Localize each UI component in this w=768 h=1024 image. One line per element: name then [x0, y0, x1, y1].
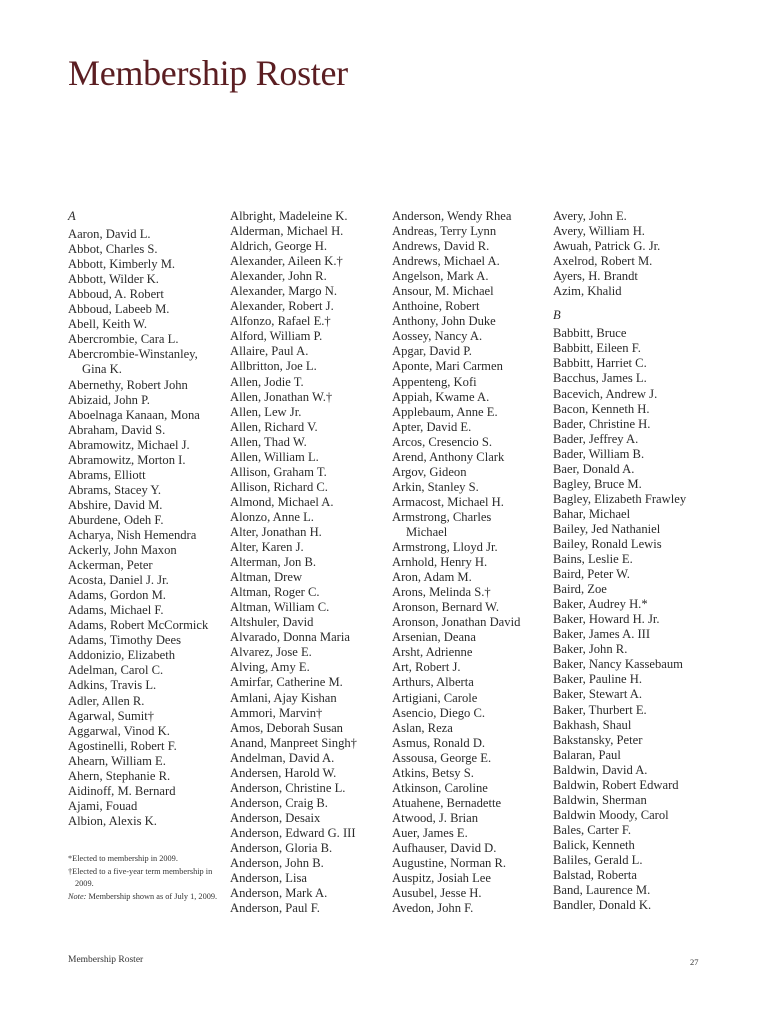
roster-entry: Anderson, Christine L. — [230, 780, 346, 795]
roster-entry: Asmus, Ronald D. — [392, 735, 486, 750]
roster-entry: Bains, Leslie E. — [553, 552, 633, 567]
roster-entry: Abshire, David M. — [68, 497, 163, 512]
roster-entry: Adkins, Travis L. — [68, 678, 157, 693]
roster-entry: Altman, Roger C. — [230, 585, 320, 600]
roster-entry: Adams, Robert McCormick — [68, 618, 209, 633]
page-title: Membership Roster — [68, 53, 348, 93]
roster-entry: Abramowitz, Morton I. — [68, 452, 186, 467]
roster-entry: Axelrod, Robert M. — [553, 254, 653, 269]
roster-entry: Ansour, M. Michael — [392, 284, 494, 299]
roster-entry: Angelson, Mark A. — [392, 269, 489, 284]
roster-entry: Aronson, Jonathan David — [392, 615, 521, 630]
roster-entry: Abercrombie, Cara L. — [68, 332, 179, 347]
roster-entry: Bakstansky, Peter — [553, 732, 643, 747]
roster-entry: Ausubel, Jesse H. — [392, 886, 482, 901]
roster-entry: Band, Laurence M. — [553, 883, 651, 898]
roster-entry: Allen, Jodie T. — [230, 374, 304, 389]
roster-entry: Altman, Drew — [230, 570, 303, 585]
roster-entry: Babbitt, Harriet C. — [553, 356, 647, 371]
roster-entry: Bagley, Bruce M. — [553, 476, 642, 491]
roster-entry: Anderson, Gloria B. — [230, 840, 333, 855]
footnote-star: *Elected to membership in 2009. — [68, 854, 178, 863]
roster-entry: Aponte, Mari Carmen — [392, 359, 503, 374]
roster-entry: Acharya, Nish Hemendra — [68, 527, 197, 542]
roster-entry: Aufhauser, David D. — [392, 840, 497, 855]
roster-entry: Aronson, Bernard W. — [392, 600, 500, 615]
roster-entry: Abercrombie-Winstanley, — [68, 347, 198, 362]
roster-entry: Adams, Gordon M. — [68, 588, 166, 603]
roster-entry: Ammori, Marvin† — [230, 705, 323, 720]
roster-entry: Bader, William B. — [553, 446, 645, 461]
page-number: 27 — [690, 957, 699, 967]
roster-entry: Alter, Jonathan H. — [230, 524, 322, 539]
roster-entry: Acosta, Daniel J. Jr. — [68, 573, 169, 588]
roster-entry: Baker, John R. — [553, 642, 628, 657]
roster-entry: Baker, James A. III — [553, 627, 651, 642]
roster-entry: Bailey, Ronald Lewis — [553, 536, 662, 551]
roster-entry: Baldwin, David A. — [553, 762, 648, 777]
roster-entry: Balstad, Roberta — [553, 868, 637, 883]
roster-entry: Atkins, Betsy S. — [392, 765, 474, 780]
roster-entry: Anderson, Wendy Rhea — [392, 209, 512, 223]
roster-entry: Armstrong, Charles — [392, 509, 492, 524]
roster-entry: Apgar, David P. — [392, 344, 472, 359]
roster-entry: Bagley, Elizabeth Frawley — [553, 491, 687, 506]
roster-entry: Baker, Audrey H.* — [553, 597, 648, 612]
roster-entry: Alderman, Michael H. — [230, 224, 344, 239]
roster-entry: Aidinoff, M. Bernard — [68, 783, 176, 798]
roster-entry: Baird, Peter W. — [553, 567, 630, 582]
roster-entry: Baer, Donald A. — [553, 461, 635, 476]
roster-column-3 — [392, 209, 552, 916]
roster-entry: Adams, Michael F. — [68, 603, 164, 618]
roster-entry: Abernethy, Robert John — [68, 377, 188, 392]
roster-entry: Addonizio, Elizabeth — [68, 648, 176, 663]
roster-entry: Abizaid, John P. — [68, 392, 150, 407]
roster-entry: Baldwin Moody, Carol — [553, 807, 669, 822]
roster-entry: Allbritton, Joe L. — [230, 359, 317, 374]
roster-entry: Auspitz, Josiah Lee — [392, 871, 491, 886]
roster-entry: Bader, Christine H. — [553, 416, 651, 431]
section-letter: A — [68, 209, 76, 223]
roster-entry: Atwood, J. Brian — [392, 810, 479, 825]
roster-entry: Abbot, Charles S. — [68, 242, 158, 257]
roster-entry: Allison, Richard C. — [230, 479, 328, 494]
roster-entry: Bahar, Michael — [553, 506, 631, 521]
roster-entry: Arons, Melinda S.† — [392, 585, 491, 600]
roster-entry: Almond, Michael A. — [230, 494, 334, 509]
roster-entry: Abraham, David S. — [68, 422, 166, 437]
footer-label: Membership Roster — [68, 955, 144, 965]
roster-entry: Andelman, David A. — [230, 750, 335, 765]
roster-entry: Babbitt, Eileen F. — [553, 341, 641, 356]
roster-entry: Anand, Manpreet Singh† — [230, 735, 357, 750]
roster-entry: Baldwin, Sherman — [553, 792, 647, 807]
roster-entry: Andrews, Michael A. — [392, 254, 500, 269]
roster-entry: Babbitt, Bruce — [553, 326, 627, 341]
roster-entry-continuation: Gina K. — [82, 362, 122, 377]
roster-entry: Avedon, John F. — [392, 901, 474, 916]
roster-entry: Aburdene, Odeh F. — [68, 512, 164, 527]
roster-entry: Augustine, Norman R. — [392, 856, 507, 871]
roster-entry: Ackerman, Peter — [68, 558, 153, 573]
roster-entry: Avery, John E. — [553, 209, 627, 223]
roster-entry: Anderson, Edward G. III — [230, 825, 356, 840]
roster-entry: Asencio, Diego C. — [392, 705, 486, 720]
roster-entry: Bacchus, James L. — [553, 371, 647, 386]
roster-entry: Abboud, Labeeb M. — [68, 302, 170, 317]
roster-entry: Allen, Thad W. — [230, 434, 307, 449]
roster-entry: Bailey, Jed Nathaniel — [553, 521, 661, 536]
note-text: Membership shown as of July 1, 2009. — [86, 892, 218, 902]
footnote-note — [68, 891, 228, 902]
roster-entry: Alving, Amy E. — [230, 660, 310, 675]
roster-entry: Anthoine, Robert — [392, 299, 480, 314]
roster-entry: Aldrich, George H. — [230, 239, 327, 254]
roster-column-1 — [68, 209, 228, 829]
roster-entry: Allen, Jonathan W.† — [230, 389, 333, 404]
roster-entry: Apter, David E. — [392, 419, 472, 434]
roster-entry: Andreas, Terry Lynn — [392, 224, 497, 239]
roster-entry: Bales, Carter F. — [553, 822, 632, 837]
roster-entry: Anthony, John Duke — [392, 314, 496, 329]
roster-entry: Alterman, Jon B. — [230, 555, 317, 570]
roster-entry: Argov, Gideon — [392, 464, 467, 479]
roster-column-2 — [230, 209, 390, 916]
roster-column-4 — [553, 209, 713, 913]
roster-entry: Amirfar, Catherine M. — [230, 675, 343, 690]
roster-entry: Artigiani, Carole — [392, 690, 478, 705]
footnote-dagger: †Elected to a five-year term membership in 2009. — [68, 867, 213, 888]
roster-entry: Amos, Deborah Susan — [230, 720, 343, 735]
roster-entry: Anderson, Paul F. — [230, 901, 320, 916]
roster-entry: Bandler, Donald K. — [553, 898, 652, 913]
roster-entry: Appiah, Kwame A. — [392, 389, 490, 404]
roster-entry: Andrews, David R. — [392, 239, 490, 254]
roster-entry: Amlani, Ajay Kishan — [230, 690, 337, 705]
roster-entry: Ahern, Stephanie R. — [68, 768, 171, 783]
roster-entry: Auer, James E. — [392, 825, 468, 840]
roster-entry: Baker, Stewart A. — [553, 687, 643, 702]
roster-entry: Albion, Alexis K. — [68, 813, 157, 828]
roster-entry: Alter, Karen J. — [230, 540, 304, 555]
roster-entry: Ajami, Fouad — [68, 798, 138, 813]
roster-entry: Abrams, Stacey Y. — [68, 482, 162, 497]
roster-entry: Allen, William L. — [230, 449, 319, 464]
roster-entry: Alexander, Aileen K.† — [230, 254, 343, 269]
roster-entry: Baldwin, Robert Edward — [553, 777, 679, 792]
roster-entry: Balick, Kenneth — [553, 837, 635, 852]
roster-entry: Allen, Richard V. — [230, 419, 318, 434]
roster-entry: Bader, Jeffrey A. — [553, 431, 639, 446]
section-letter: B — [553, 308, 561, 323]
roster-entry: Baker, Thurbert E. — [553, 702, 647, 717]
roster-entry: Abrams, Elliott — [68, 467, 146, 482]
roster-entry: Aossey, Nancy A. — [392, 329, 483, 344]
roster-entry: Ackerly, John Maxon — [68, 543, 177, 558]
roster-entry: Ahearn, William E. — [68, 753, 166, 768]
roster-entry: Aslan, Reza — [392, 720, 453, 735]
roster-entry: Anderson, Lisa — [230, 871, 307, 886]
roster-entry: Aggarwal, Vinod K. — [68, 723, 170, 738]
roster-entry: Alvarado, Donna Maria — [230, 630, 350, 645]
roster-entry: Anderson, Craig B. — [230, 795, 328, 810]
roster-entry: Abbott, Kimberly M. — [68, 257, 176, 272]
roster-entry: Anderson, Desaix — [230, 810, 321, 825]
roster-entry: Allison, Graham T. — [230, 464, 327, 479]
roster-entry: Balaran, Paul — [553, 747, 621, 762]
roster-entry: Abell, Keith W. — [68, 317, 148, 332]
roster-entry: Alexander, Margo N. — [230, 284, 337, 299]
footnotes — [68, 853, 228, 905]
roster-entry: Alexander, Robert J. — [230, 299, 334, 314]
roster-entry: Abboud, A. Robert — [68, 287, 164, 302]
roster-entry: Art, Robert J. — [392, 660, 461, 675]
roster-entry: Altman, William C. — [230, 600, 330, 615]
roster-entry: Andersen, Harold W. — [230, 765, 337, 780]
roster-entry: Arend, Anthony Clark — [392, 449, 505, 464]
roster-entry: Bakhash, Shaul — [553, 717, 632, 732]
roster-entry: Awuah, Patrick G. Jr. — [553, 239, 661, 254]
roster-entry: Adelman, Carol C. — [68, 663, 164, 678]
roster-entry: Ayers, H. Brandt — [553, 269, 638, 284]
roster-entry: Abbott, Wilder K. — [68, 272, 159, 287]
roster-entry: Armacost, Michael H. — [392, 494, 504, 509]
roster-entry: Arsht, Adrienne — [392, 645, 473, 660]
roster-entry: Alfonzo, Rafael E.† — [230, 314, 331, 329]
roster-entry: Atkinson, Caroline — [392, 780, 488, 795]
roster-entry: Bacon, Kenneth H. — [553, 401, 650, 416]
roster-entry: Appenteng, Kofi — [392, 374, 477, 389]
roster-entry: Arcos, Cresencio S. — [392, 434, 493, 449]
roster-entry: Anderson, Mark A. — [230, 886, 328, 901]
roster-entry: Arnhold, Henry H. — [392, 555, 488, 570]
roster-entry: Azim, Khalid — [553, 284, 622, 299]
roster-entry: Arkin, Stanley S. — [392, 479, 479, 494]
roster-entry: Arthurs, Alberta — [392, 675, 474, 690]
roster-entry: Baker, Pauline H. — [553, 672, 643, 687]
roster-entry: Allaire, Paul A. — [230, 344, 309, 359]
roster-entry: Aaron, David L. — [68, 227, 151, 242]
roster-entry: Bacevich, Andrew J. — [553, 386, 658, 401]
roster-entry: Adams, Timothy Dees — [68, 633, 182, 648]
roster-entry: Allen, Lew Jr. — [230, 404, 302, 419]
roster-entry: Aboelnaga Kanaan, Mona — [68, 407, 200, 422]
roster-entry: Anderson, John B. — [230, 856, 324, 871]
roster-entry: Atuahene, Bernadette — [392, 795, 502, 810]
roster-entry: Baker, Nancy Kassebaum — [553, 657, 683, 672]
roster-entry: Adler, Allen R. — [68, 693, 145, 708]
roster-entry: Alvarez, Jose E. — [230, 645, 312, 660]
roster-entry: Agostinelli, Robert F. — [68, 738, 177, 753]
roster-entry-continuation: Michael — [406, 524, 448, 539]
roster-entry: Abramowitz, Michael J. — [68, 437, 190, 452]
roster-entry: Applebaum, Anne E. — [392, 404, 498, 419]
roster-entry: Armstrong, Lloyd Jr. — [392, 540, 498, 555]
roster-entry: Aron, Adam M. — [392, 570, 472, 585]
roster-entry: Alford, William P. — [230, 329, 323, 344]
roster-entry: Arsenian, Deana — [392, 630, 476, 645]
roster-entry: Baliles, Gerald L. — [553, 852, 643, 867]
roster-entry: Avery, William H. — [553, 224, 645, 239]
roster-entry: Baird, Zoe — [553, 582, 607, 597]
roster-entry: Baker, Howard H. Jr. — [553, 612, 660, 627]
roster-entry: Altshuler, David — [230, 615, 314, 630]
roster-entry: Assousa, George E. — [392, 750, 492, 765]
roster-entry: Albright, Madeleine K. — [230, 209, 348, 223]
note-label: Note: — [68, 892, 87, 902]
roster-entry: Alonzo, Anne L. — [230, 509, 314, 524]
roster-entry: Alexander, John R. — [230, 269, 327, 284]
roster-entry: Agarwal, Sumit† — [68, 708, 155, 723]
